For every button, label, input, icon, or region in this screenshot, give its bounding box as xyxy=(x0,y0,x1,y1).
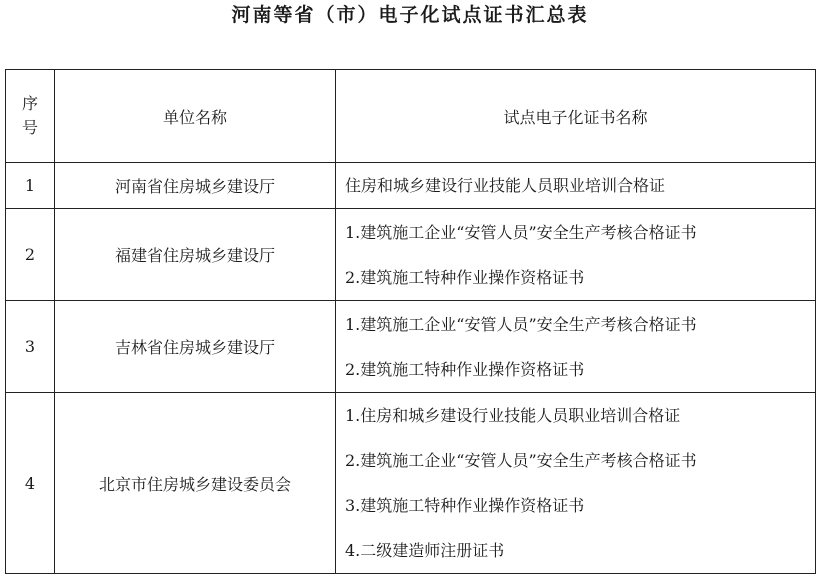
certificate-item: 4.二级建造师注册证书 xyxy=(345,541,505,560)
row-seq: 3 xyxy=(6,301,55,393)
header-seq-char-1: 序 xyxy=(21,94,38,113)
row-seq: 4 xyxy=(6,393,55,574)
row-unit: 吉林省住房城乡建设厅 xyxy=(55,301,336,393)
header-certificate-name: 试点电子化证书名称 xyxy=(336,70,816,163)
certificate-item: 2.建筑施工特种作业操作资格证书 xyxy=(345,267,585,287)
certificate-item: 1.建筑施工企业“安管人员”安全生产考核合格证书 xyxy=(345,222,697,242)
header-seq-char-2: 号 xyxy=(21,118,38,137)
certificate-summary-table xyxy=(5,69,816,574)
row-certificates xyxy=(336,163,816,209)
certificate-item: 1.住房和城乡建设行业技能人员职业培训合格证 xyxy=(345,406,681,425)
table-row xyxy=(6,163,816,209)
header-unit-name: 单位名称 xyxy=(55,70,336,163)
row-unit: 福建省住房城乡建设厅 xyxy=(55,209,336,301)
table-row xyxy=(6,209,816,301)
header-seq xyxy=(6,70,55,163)
certificate-item: 1.建筑施工企业“安管人员”安全生产考核合格证书 xyxy=(345,314,697,334)
row-seq: 2 xyxy=(6,209,55,301)
table-header-row xyxy=(6,70,816,163)
row-certificates xyxy=(336,301,816,393)
certificate-item: 2.建筑施工企业“安管人员”安全生产考核合格证书 xyxy=(345,451,697,470)
row-certificates xyxy=(336,393,816,574)
table-row xyxy=(6,301,816,393)
row-unit: 河南省住房城乡建设厅 xyxy=(55,163,336,209)
document-title: 河南等省（市）电子化试点证书汇总表 xyxy=(231,4,589,26)
table-row xyxy=(6,393,816,574)
certificate-item: 2.建筑施工特种作业操作资格证书 xyxy=(345,359,585,379)
row-seq: 1 xyxy=(6,163,55,209)
row-certificates xyxy=(336,209,816,301)
certificate-item: 住房和城乡建设行业技能人员职业培训合格证 xyxy=(345,176,666,195)
certificate-item: 3.建筑施工特种作业操作资格证书 xyxy=(345,496,585,515)
row-unit: 北京市住房城乡建设委员会 xyxy=(55,393,336,574)
